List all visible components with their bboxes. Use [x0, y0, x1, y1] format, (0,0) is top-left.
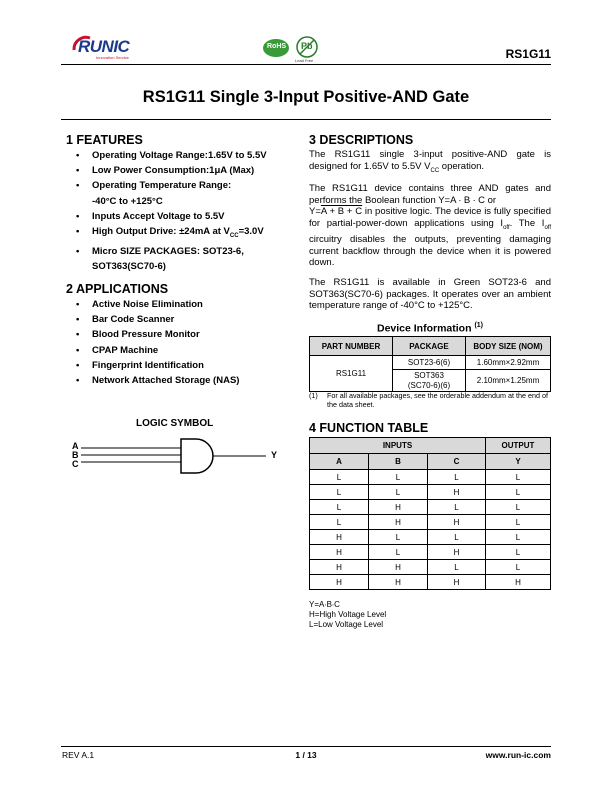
input-label-b: B: [72, 450, 79, 460]
table-cell: L: [486, 470, 551, 485]
function-table-body: [310, 438, 551, 590]
applications-heading: 2 APPLICATIONS: [66, 282, 169, 296]
output-label-y: Y: [271, 450, 278, 460]
list-item-sub: CC: [229, 232, 239, 239]
logic-symbol: [66, 432, 286, 482]
table-row: [310, 470, 551, 485]
table-cell: L: [310, 500, 369, 515]
pb-label: Pb: [301, 41, 313, 51]
table-cell: L: [369, 530, 428, 545]
device-info-title-text: Device Information: [376, 322, 472, 335]
device-info-title: [309, 322, 551, 335]
description-paragraph-3: The RS1G11 is available in Green SOT23-6 and SOT363(SC70-6) packages. It operates over an ambient temperature range of -40°C to +125°C.: [309, 277, 551, 312]
table-cell: L: [310, 470, 369, 485]
footnote-text: For all available packages, see the orderable addendum at the end of the data sheet.: [327, 391, 548, 409]
table-row: [310, 438, 551, 454]
footnote-number: (1): [309, 391, 318, 400]
table-header: BODY SIZE (NOM): [466, 337, 551, 356]
table-cell: L: [428, 560, 486, 575]
table-cell-line: SOT363: [414, 370, 444, 380]
table-cell: L: [486, 500, 551, 515]
table-header: PART NUMBER: [310, 337, 393, 356]
function-table: [309, 437, 551, 590]
and-gate-icon: [66, 432, 286, 482]
desc-text: circuitry disables the outputs, preventing damaging current backflow through the device when it is powered down.: [309, 234, 551, 269]
table-cell: H: [428, 545, 486, 560]
list-item: • Inputs Accept Voltage to 5.5V: [76, 209, 296, 224]
table-header: B: [369, 454, 428, 470]
footer-revision: REV A.1: [62, 750, 95, 760]
table-cell: H: [369, 560, 428, 575]
table-cell: H: [369, 575, 428, 590]
table-header: INPUTS: [310, 438, 486, 454]
table-header: PACKAGE: [393, 337, 466, 356]
table-cell: H: [310, 560, 369, 575]
desc-sub: off: [544, 224, 551, 231]
list-item: • Low Power Consumption:1μA (Max): [76, 163, 296, 178]
desc-sub: CC: [430, 167, 440, 174]
desc-sub: off: [503, 224, 510, 231]
table-header: C: [428, 454, 486, 470]
list-item: • Active Noise Elimination: [76, 297, 296, 312]
list-item: • Network Attached Storage (NAS): [76, 373, 296, 388]
table-cell: L: [369, 485, 428, 500]
header-part-number: RS1G11: [505, 47, 551, 61]
table-cell: H: [310, 575, 369, 590]
footer-page: 1 / 13: [295, 750, 317, 760]
list-item: • Blood Pressure Monitor: [76, 327, 296, 342]
table-row: [310, 545, 551, 560]
description-paragraph-2: [309, 183, 551, 269]
header-rule: [61, 64, 551, 65]
footer-rule: [61, 746, 551, 747]
list-item: • CPAP Machine: [76, 343, 296, 358]
lead-free-label: Lead Free: [295, 58, 314, 63]
table-cell-line: (SC70-6)(6): [407, 380, 451, 390]
desc-text: in positive logic. The device is fully specified for partial-power-down applications using I: [309, 206, 551, 229]
input-label-a: A: [72, 441, 79, 451]
table-cell: 1.60mm×2.92mm: [466, 356, 551, 370]
logo-tagline: Innovation Service: [96, 55, 129, 60]
footer-url: www.run-ic.com: [485, 750, 551, 760]
device-info-footnote: [309, 391, 551, 409]
rohs-badge: [262, 38, 290, 58]
table-cell: L: [369, 545, 428, 560]
list-item: [76, 224, 296, 244]
table-row: [310, 530, 551, 545]
table-cell: H: [428, 515, 486, 530]
device-info-table: [309, 336, 551, 392]
list-item: • Operating Temperature Range:: [76, 178, 296, 193]
table-cell: H: [310, 530, 369, 545]
list-item: • Bar Code Scanner: [76, 312, 296, 327]
list-item: • Fingerprint Identification: [76, 358, 296, 373]
note-line: H=High Voltage Level: [309, 610, 387, 619]
logo-text: RUNIC: [78, 37, 130, 56]
table-row: [310, 575, 551, 590]
applications-list: [76, 297, 296, 388]
list-item: • Micro SIZE PACKAGES: SOT23-6,: [76, 244, 296, 259]
table-cell: L: [369, 470, 428, 485]
table-header: OUTPUT: [486, 438, 551, 454]
list-item: -40°C to +125°C: [92, 195, 163, 207]
table-row: [310, 500, 551, 515]
table-row: [310, 485, 551, 500]
table-cell: L: [428, 530, 486, 545]
table-header: Y: [486, 454, 551, 470]
desc-text: The RS1G11 single 3-input positive-AND gate is designed for 1.65V to 5.5V V: [309, 149, 551, 172]
page-title: RS1G11 Single 3-Input Positive-AND Gate: [142, 88, 470, 106]
table-cell: 2.10mm×1.25mm: [466, 370, 551, 392]
table-row: [310, 454, 551, 470]
desc-text: operation.: [439, 160, 485, 172]
table-cell: L: [486, 545, 551, 560]
desc-text: . The I: [509, 217, 545, 229]
table-cell: L: [428, 500, 486, 515]
table-row: [310, 337, 551, 356]
input-label-c: C: [72, 459, 79, 469]
rohs-label: RoHS: [267, 43, 287, 50]
table-cell: H: [486, 575, 551, 590]
note-line: Y=A∙B∙C: [309, 600, 340, 609]
title-rule: [61, 119, 551, 120]
table-cell: H: [428, 575, 486, 590]
table-row: [310, 356, 551, 370]
company-logo: [70, 34, 140, 64]
table-cell: [393, 370, 466, 392]
features-list: [76, 148, 296, 275]
table-cell: H: [369, 500, 428, 515]
device-info-title-note: (1): [474, 322, 483, 329]
lead-free-badge: [292, 36, 322, 64]
table-cell: H: [310, 545, 369, 560]
table-cell: L: [486, 515, 551, 530]
features-heading: 1 FEATURES: [66, 133, 143, 147]
table-row: [310, 560, 551, 575]
list-item: SOT363(SC70-6): [92, 261, 166, 273]
function-table-notes: [309, 600, 386, 630]
table-cell: L: [486, 485, 551, 500]
table-cell: L: [428, 470, 486, 485]
table-cell: L: [486, 530, 551, 545]
desc-text: The RS1G11 device contains three AND gates and performs the Boolean function Y=A ∙ B ∙ C or: [309, 183, 551, 206]
description-paragraph-1: [309, 149, 551, 177]
function-table-heading: 4 FUNCTION TABLE: [309, 421, 429, 435]
table-cell: SOT23-6(6): [393, 356, 466, 370]
table-cell: RS1G11: [310, 356, 393, 392]
desc-text: Y=: [309, 206, 321, 218]
logic-symbol-title: LOGIC SYMBOL: [136, 418, 214, 429]
list-item: • Operating Voltage Range:1.65V to 5.5V: [76, 148, 296, 163]
note-line: L=Low Voltage Level: [309, 620, 384, 629]
table-header: A: [310, 454, 369, 470]
table-cell: L: [310, 515, 369, 530]
table-cell: L: [310, 485, 369, 500]
table-cell: H: [428, 485, 486, 500]
list-item-text: =3.0V: [238, 226, 264, 238]
descriptions-heading: 3 DESCRIPTIONS: [309, 133, 414, 147]
table-cell: H: [369, 515, 428, 530]
list-item-text: High Output Drive: ±24mA at V: [92, 226, 230, 238]
table-cell: L: [486, 560, 551, 575]
table-row: [310, 515, 551, 530]
desc-overline: A + B + C: [320, 206, 363, 218]
